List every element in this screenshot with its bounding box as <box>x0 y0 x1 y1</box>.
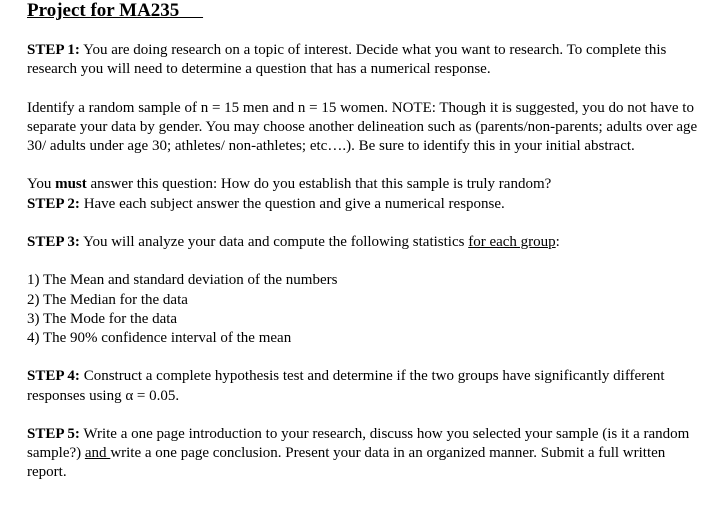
step3-post: : <box>555 233 560 250</box>
step5-label: STEP 5: <box>27 425 80 442</box>
statistics-list-item: 2) The Median for the data <box>27 291 188 308</box>
identify-paragraph: Identify a random sample of n = 15 men and n = 15 women. NOTE: Though it is suggested, you do not have to separate your data by gender. You may choose another delineation such as (parents/non-parents; adults over age 30/ adults under age 30; athletes/ non-athletes; etc….). Be sure to identify this in your initial abstract. <box>27 99 698 154</box>
must-pre: You <box>27 176 56 193</box>
step4-text: Construct a complete hypothesis test and determine if the two groups have significantly different responses using α = 0.05. <box>27 368 665 404</box>
step1-label: STEP 1: <box>27 42 80 58</box>
must-bold: must <box>55 176 87 193</box>
step1-text: You are doing research on a topic of interest. Decide what you want to research. To complete this research you will need to determine a question that has a numerical response. <box>27 42 667 78</box>
step5-text: Write a one page introduction to your research, discuss how you selected your sample (is it a random sample?) <box>27 425 690 462</box>
must-paragraph <box>27 175 699 194</box>
document-page <box>27 0 699 483</box>
step4-paragraph <box>27 367 699 405</box>
step5-paragraph <box>27 425 699 483</box>
step3-underlined: for each group <box>468 233 556 250</box>
statistics-list-item: 3) The Mode for the data <box>27 310 178 327</box>
must-post: answer this question: How do you establish that this sample is truly random? <box>86 176 552 193</box>
step3-text: You will analyze your data and compute the following statistics <box>79 233 469 250</box>
step1-paragraph <box>27 41 699 79</box>
statistics-list-item: 4) The 90% confidence interval of the mean <box>27 329 292 346</box>
step5-underlined: and <box>84 445 111 462</box>
statistics-list <box>27 271 699 348</box>
document-title: Project for MA235 <box>27 0 204 21</box>
statistics-list-item: 1) The Mean and standard deviation of the numbers <box>27 272 338 289</box>
step2-label: STEP 2: <box>27 195 80 212</box>
step4-label: STEP 4: <box>27 368 80 385</box>
step2-paragraph <box>27 195 699 214</box>
step3-label: STEP 3: <box>27 233 80 250</box>
step3-paragraph <box>27 233 699 252</box>
step5-post: write a one page conclusion. Present your data in an organized manner. Submit a full written report. <box>27 445 666 481</box>
step2-text: Have each subject answer the question and give a numerical response. <box>79 195 505 212</box>
